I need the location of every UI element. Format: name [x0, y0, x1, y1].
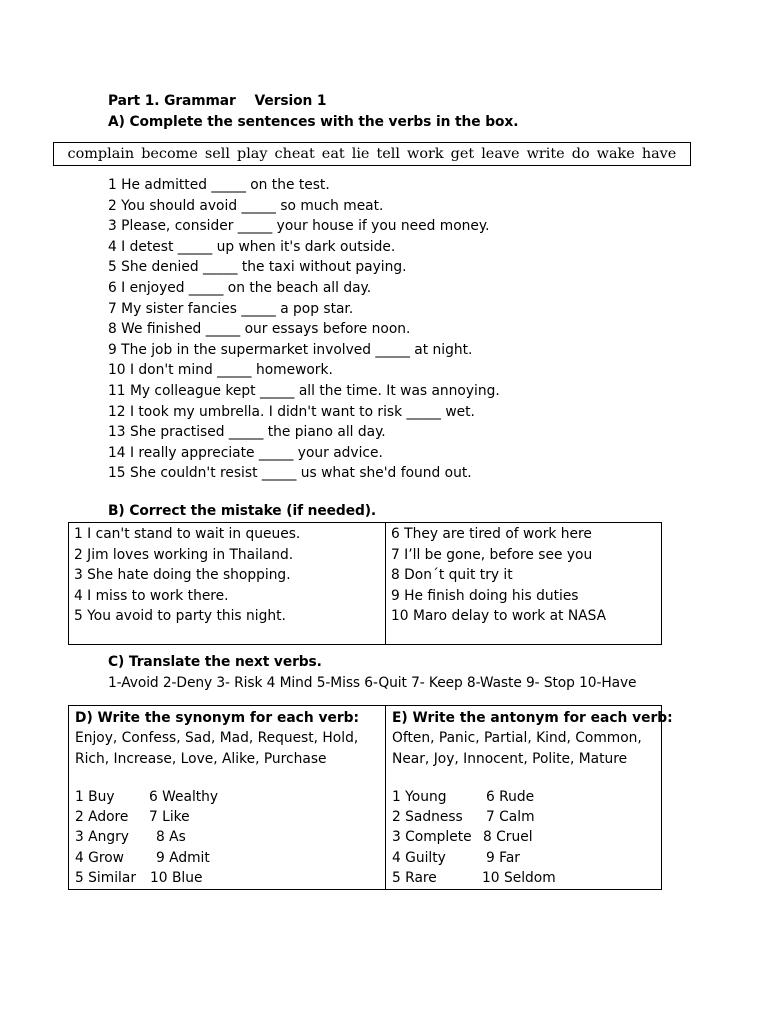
- verb-word: play: [236, 146, 268, 162]
- list-item: 5 Similar 10 Blue: [75, 870, 203, 887]
- section-de-table: [68, 705, 673, 890]
- list-item: 2 Sadness 7 Calm: [392, 809, 535, 826]
- verb-word: complain: [67, 146, 135, 162]
- list-item: 2 Adore 7 Like: [75, 809, 190, 826]
- list-item: 3 Complete 8 Cruel: [392, 829, 533, 846]
- verb-word: do: [571, 146, 590, 162]
- part-title: Part 1. Grammar: [108, 93, 236, 109]
- section-e-words: Near, Joy, Innocent, Polite, Mature: [392, 750, 628, 767]
- verb-word: wake: [596, 146, 635, 162]
- verb-word: leave: [481, 146, 520, 162]
- table-row: 5 You avoid to party this night.: [74, 608, 286, 625]
- version-label: Version 1: [254, 93, 327, 109]
- verb-word: work: [407, 146, 444, 162]
- list-item: 7 My sister fancies _____ a pop star.: [108, 300, 354, 317]
- verb-word: write: [526, 146, 565, 162]
- list-item: 4 Guilty 9 Far: [392, 849, 520, 866]
- table-row: 8 Don´t quit try it: [391, 567, 513, 584]
- list-item: 9 The job in the supermarket involved _____ at night.: [108, 341, 473, 358]
- list-item: 8 We finished _____ our essays before noon.: [108, 321, 411, 338]
- table-row: 6 They are tired of work here: [391, 526, 592, 542]
- verb-word: have: [641, 146, 677, 162]
- section-c-title: C) Translate the next verbs.: [108, 654, 322, 670]
- section-e-title: E) Write the antonym for each verb:: [392, 710, 673, 726]
- list-item: 13 She practised _____ the piano all day.: [108, 424, 386, 441]
- section-d-words: Enjoy, Confess, Sad, Mad, Request, Hold,: [75, 730, 359, 747]
- section-d-title: D) Write the synonym for each verb:: [75, 710, 360, 726]
- verb-word: get: [450, 146, 475, 162]
- page-heading: [108, 93, 326, 109]
- section-b-right-column: [386, 523, 661, 644]
- section-a-title: A) Complete the sentences with the verbs in the box.: [108, 114, 519, 130]
- verb-box: [53, 142, 691, 166]
- section-d-words: Rich, Increase, Love, Alike, Purchase: [75, 750, 327, 767]
- verb-word: lie: [351, 146, 370, 162]
- list-item: 10 I don't mind _____ homework.: [108, 362, 333, 379]
- section-b-left-column: [69, 523, 386, 644]
- table-row: 7 I’ll be gone, before see you: [391, 546, 593, 563]
- list-item: 5 Rare 10 Seldom: [392, 870, 556, 887]
- list-item: 6 I enjoyed _____ on the beach all day.: [108, 279, 372, 296]
- verb-word: tell: [376, 146, 400, 162]
- list-item: 2 You should avoid _____ so much meat.: [108, 197, 384, 214]
- table-row: 9 He finish doing his duties: [391, 587, 579, 604]
- list-item: 3 Please, consider _____ your house if you need money.: [108, 218, 490, 235]
- list-item: 14 I really appreciate _____ your advice.: [108, 444, 383, 461]
- list-item: 3 Angry 8 As: [75, 829, 186, 846]
- list-item: 12 I took my umbrella. I didn't want to risk _____ wet.: [108, 403, 475, 420]
- list-item: 1 Young 6 Rude: [392, 788, 535, 805]
- list-item: 11 My colleague kept _____ all the time. It was annoying.: [108, 382, 500, 399]
- section-e-words: Often, Panic, Partial, Kind, Common,: [392, 730, 642, 747]
- section-d-column: [69, 706, 386, 889]
- list-item: 4 I detest _____ up when it's dark outside.: [108, 238, 396, 255]
- table-row: 4 I miss to work there.: [74, 587, 229, 604]
- table-row: 1 I can't stand to wait in queues.: [74, 526, 301, 542]
- list-item: 4 Grow 9 Admit: [75, 849, 210, 866]
- table-row: 2 Jim loves working in Thailand.: [74, 546, 294, 563]
- verb-word: become: [141, 146, 198, 162]
- table-row: 3 She hate doing the shopping.: [74, 567, 291, 584]
- verb-word: sell: [204, 146, 230, 162]
- section-e-column: [386, 706, 673, 889]
- list-item: 5 She denied _____ the taxi without paying.: [108, 259, 407, 276]
- section-a-list: [108, 175, 500, 484]
- section-b-title: B) Correct the mistake (if needed).: [108, 503, 377, 519]
- list-item: 1 He admitted _____ on the test.: [108, 177, 330, 193]
- verb-word: eat: [321, 146, 345, 162]
- section-b-table: [68, 522, 662, 645]
- list-item: 15 She couldn't resist _____ us what she'd found out.: [108, 465, 472, 482]
- list-item: 1 Buy 6 Wealthy: [75, 788, 219, 805]
- verb-word: cheat: [274, 146, 315, 162]
- table-row: 10 Maro delay to work at NASA: [391, 608, 607, 625]
- section-c-verbs: 1-Avoid 2-Deny 3- Risk 4 Mind 5-Miss 6-Quit 7- Keep 8-Waste 9- Stop 10-Have: [108, 675, 637, 691]
